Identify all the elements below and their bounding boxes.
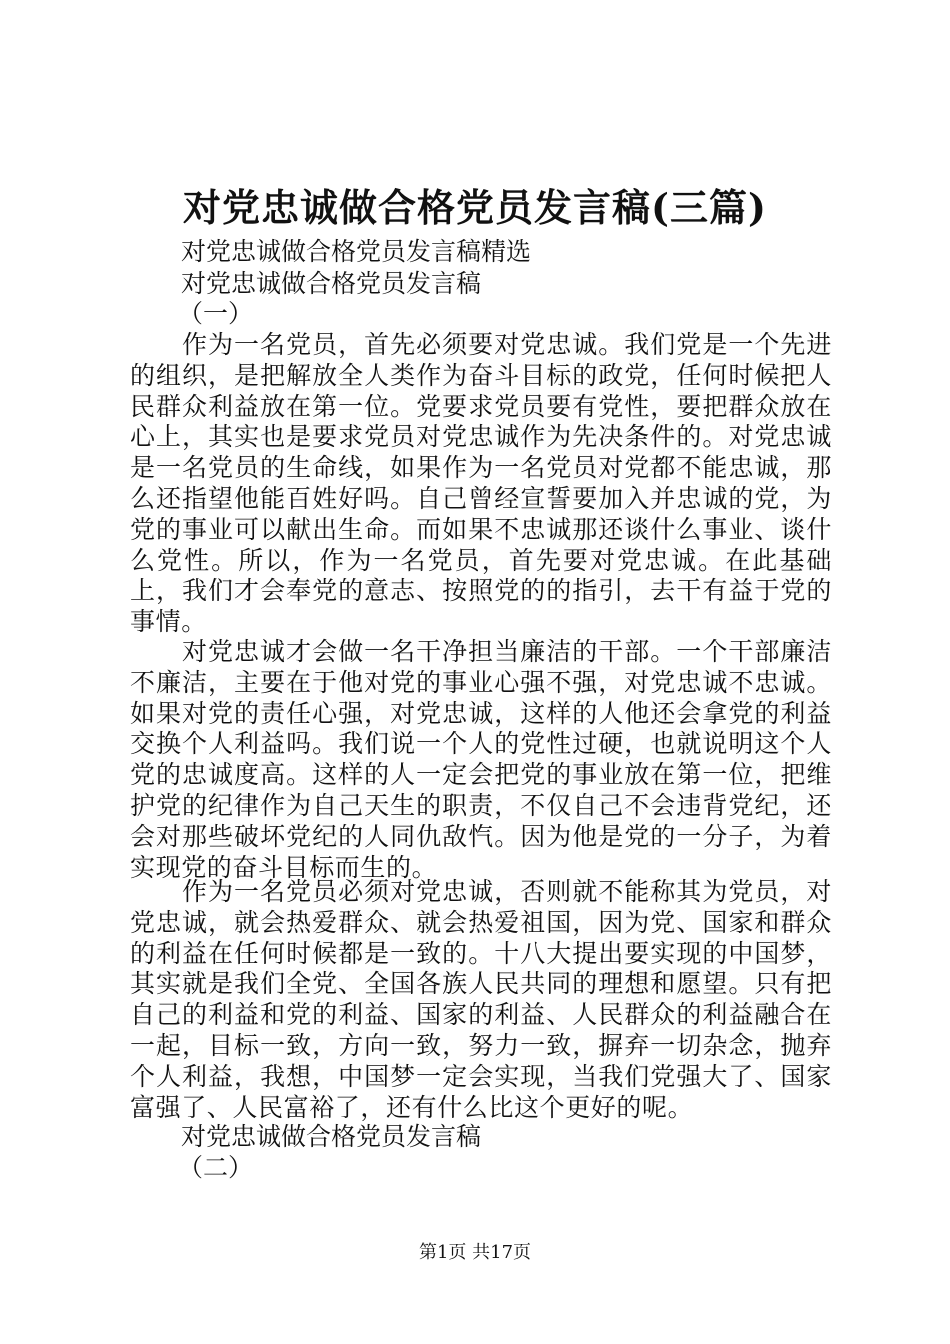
subtitle-speech: 对党忠诚做合格党员发言稿 — [181, 269, 482, 298]
page-number-footer: 第1页 共17页 — [418, 1242, 532, 1263]
paragraph-one: 作为一名党员，首先必须要对党忠诚。我们党是一个先进的组织，是把解放全人类作为奋斗目标的政党，任何时候把人民群众利益放在第一位。党要求党员要有党性，要把群众放在心上，其实也是要求党员对党忠诚作为先决条件的。对党忠诚是一名党员的生命线，如果作为一名党员对党都不能忠诚，那么还指望他能百姓好吗。自己曾经宣誓要加入并忠诚的党，为党的事业可以献出生命。而如果不忠诚那还谈什么事业、谈什么党性。所以，作为一名党员，首先要对党忠诚。在此基础上，我们才会奉党的意志、按照党的的指引，去干有益于党的事情。 — [130, 330, 832, 637]
section-label-one: （一） — [178, 299, 254, 328]
section-label-two: （二） — [178, 1153, 254, 1182]
subtitle-speech-repeat: 对党忠诚做合格党员发言稿 — [181, 1122, 482, 1151]
paragraph-three: 作为一名党员必须对党忠诚，否则就不能称其为党员，对党忠诚，就会热爱群众、就会热爱祖国，因为党、国家和群众的利益在任何时候都是一致的。十八大提出要实现的中国梦，其实就是我们全党、全国各族人民共同的理想和愿望。只有把自己的利益和党的利益、国家的利益、人民群众的利益融合在一起，目标一致，方向一致，努力一致，摒弃一切杂念，抛弃个人利益，我想，中国梦一定会实现，当我们党强大了、国家富强了、人民富裕了，还有什么比这个更好的呢。 — [130, 877, 832, 1122]
subtitle-selection: 对党忠诚做合格党员发言稿精选 — [181, 237, 532, 266]
paragraph-two: 对党忠诚才会做一名干净担当廉洁的干部。一个干部廉洁不廉洁，主要在于他对党的事业心强不强，对党忠诚不忠诚。如果对党的责任心强，对党忠诚，这样的人他还会拿党的利益交换个人利益吗。我们说一个人的党性过硬，也就说明这个人党的忠诚度高。这样的人一定会把党的事业放在第一位，把维护党的纪律作为自己天生的职责，不仅自己不会违背党纪，还会对那些破坏党纪的人同仇敌忾。因为他是党的一分子，为着实现党的奋斗目标而生的。 — [130, 637, 832, 882]
document-title: 对党忠诚做合格党员发言稿(三篇) — [183, 185, 767, 230]
